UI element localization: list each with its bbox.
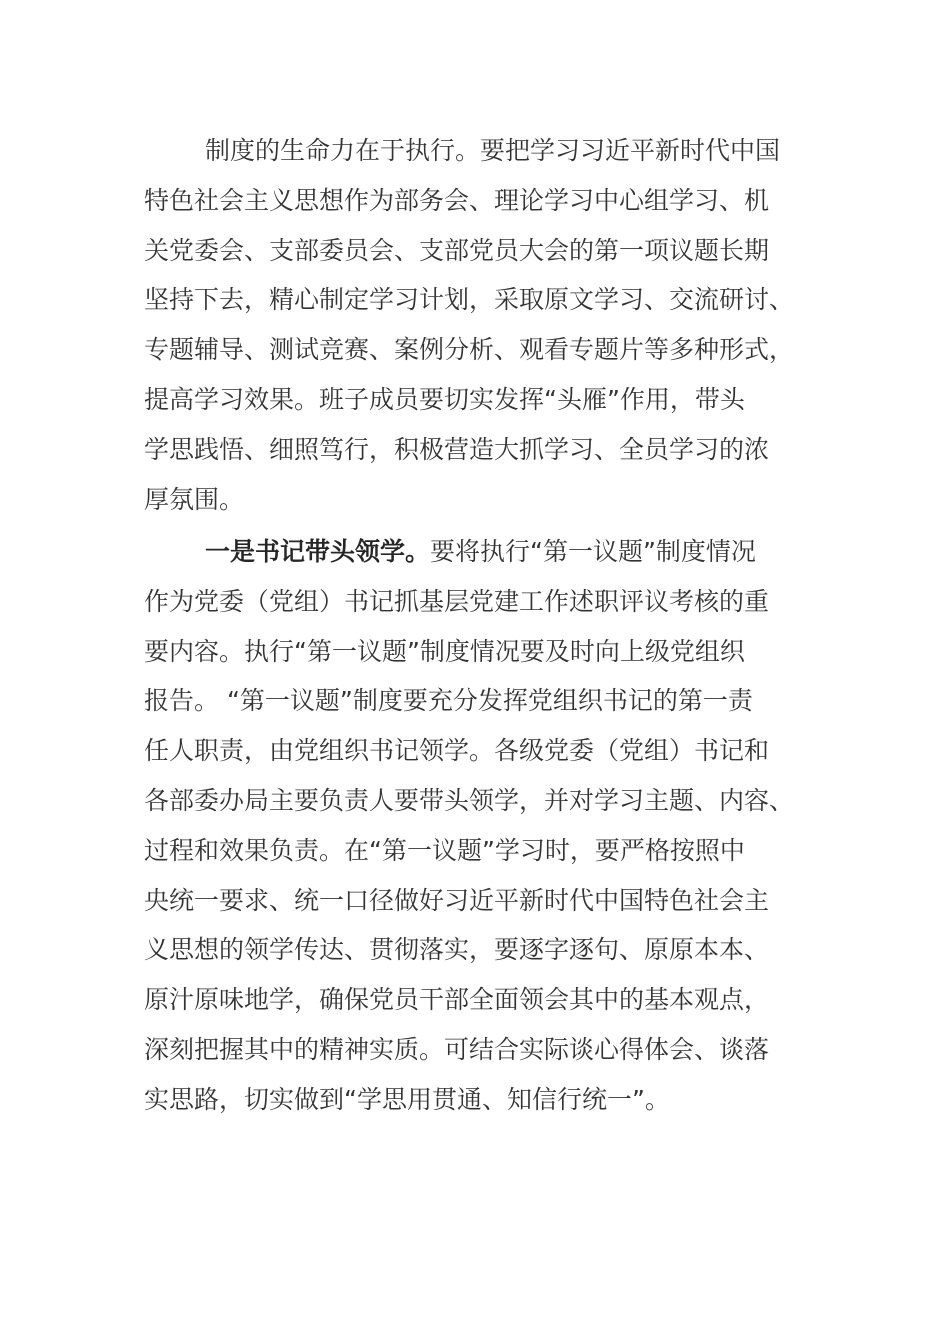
paragraph-line: 关党委会、支部委员会、支部党员大会的第一项议题长期 bbox=[144, 235, 770, 265]
paragraph-line: 专题辅导、测试竞赛、案例分析、观看专题片等多种形式， bbox=[144, 335, 795, 365]
paragraph-line: 提高学习效果。班子成员要切实发挥“头雁”作用，带头 bbox=[144, 384, 745, 414]
paragraph-line: 实思路，切实做到“学思用贯通、知信行统一”。 bbox=[144, 1084, 670, 1114]
paragraph-line: 深刻把握其中的精神实质。可结合实际谈心得体会、谈落 bbox=[144, 1034, 770, 1064]
paragraph-line: 要内容。执行“第一议题”制度情况要及时向上级党组织 bbox=[144, 636, 745, 666]
paragraph-secretary-lead-study bbox=[144, 527, 804, 1125]
paragraph-line: 坚持下去，精心制定学习计划，采取原文学习、交流研讨、 bbox=[144, 285, 795, 315]
paragraph-line: 特色社会主义思想作为部务会、理论学习中心组学习、机 bbox=[144, 185, 770, 215]
paragraph-line: 义思想的领学传达、贯彻落实，要逐字逐句、原原本本、 bbox=[144, 935, 770, 965]
paragraph-execution bbox=[144, 126, 804, 524]
paragraph-line: 过程和效果负责。在“第一议题”学习时，要严格按照中 bbox=[144, 835, 745, 865]
paragraph-line: 报告。 “第一议题”制度要充分发挥党组织书记的第一责 bbox=[144, 686, 753, 716]
paragraph-line: 厚氛围。 bbox=[144, 484, 245, 514]
paragraph-line: 任人职责，由党组织书记领学。各级党委（党组）书记和 bbox=[144, 736, 770, 766]
paragraph-line: 制度的生命力在于执行。要把学习习近平新时代中国 bbox=[205, 136, 781, 165]
paragraph-line: 学思践悟、细照笃行，积极营造大抓学习、全员学习的浓 bbox=[144, 434, 770, 464]
paragraph-line-text: 要将执行“第一议题”制度情况 bbox=[430, 537, 756, 566]
paragraph-first-line bbox=[144, 527, 804, 577]
paragraph-lead-heading: 一是书记带头领学。 bbox=[205, 537, 431, 566]
paragraph-line: 原汁原味地学，确保党员干部全面领会其中的基本观点， bbox=[144, 985, 770, 1015]
paragraph-line: 各部委办局主要负责人要带头领学，并对学习主题、内容、 bbox=[144, 785, 795, 815]
paragraph-line: 作为党委（党组）书记抓基层党建工作述职评议考核的重 bbox=[144, 586, 770, 616]
paragraph-line: 央统一要求、统一口径做好习近平新时代中国特色社会主 bbox=[144, 885, 770, 915]
